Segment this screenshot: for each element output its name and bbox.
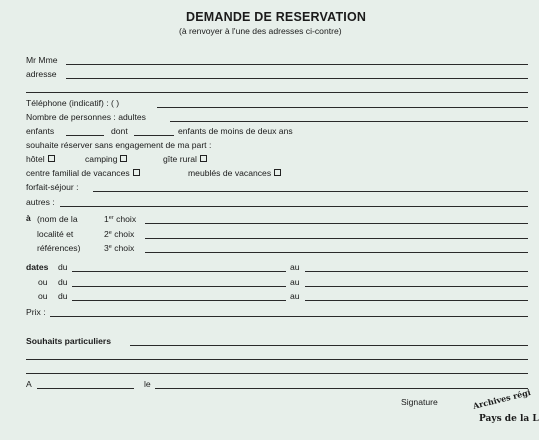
form-subtitle: (à renvoyer à l'une des adresses ci-contre): [179, 26, 342, 36]
localite-et-label: localité et: [37, 229, 74, 239]
forfait-sejour-line[interactable]: [93, 191, 528, 192]
choix-2-label: [104, 230, 134, 239]
souhaits-line-2[interactable]: [26, 359, 528, 360]
telephone-label: Téléphone (indicatif) : ( ): [26, 98, 120, 108]
dates-du-label-2: du: [58, 277, 68, 287]
hotel-label: hôtel: [26, 154, 45, 164]
choix-1-sup: er: [108, 215, 114, 221]
adultes-line[interactable]: [170, 121, 528, 122]
prix-label: Prix :: [26, 307, 46, 317]
dates-ou-label-2: ou: [38, 277, 48, 287]
dates-label: dates: [26, 262, 49, 272]
dates-au-label-2: au: [290, 277, 300, 287]
meubles-checkbox[interactable]: [274, 169, 281, 176]
a-lieu-label: A: [26, 379, 32, 389]
le-label: le: [144, 379, 151, 389]
souhaite-label: souhaite réserver sans engagement de ma part :: [26, 140, 212, 150]
meubles-label: meublés de vacances: [188, 168, 272, 178]
centre-familial-option[interactable]: [26, 169, 140, 178]
dates-du-label-3: du: [58, 291, 68, 301]
camping-option[interactable]: [85, 155, 127, 164]
a-lieu-line[interactable]: [37, 388, 134, 389]
centre-familial-checkbox[interactable]: [133, 169, 140, 176]
dates-au-label-1: au: [290, 262, 300, 272]
meubles-option[interactable]: [188, 169, 281, 178]
choix-1-num: 1: [104, 214, 109, 224]
choix-1-line[interactable]: [145, 223, 528, 224]
choix-3-sup: e: [108, 244, 112, 250]
souhaits-line-1[interactable]: [130, 345, 528, 346]
dates-du-line-3[interactable]: [72, 300, 286, 301]
dates-du-label-1: du: [58, 262, 68, 272]
souhaits-line-3[interactable]: [26, 373, 528, 374]
choix-2-sup: e: [108, 230, 112, 236]
dates-au-label-3: au: [290, 291, 300, 301]
references-label: références): [37, 243, 81, 253]
archives-stamp-line-2: Pays de la L: [479, 414, 539, 424]
adresse-line-2[interactable]: [26, 92, 528, 93]
choix-1-label: [104, 215, 136, 224]
choix-1-word: choix: [116, 214, 137, 224]
nom-de-la-label: (nom de la: [37, 214, 78, 224]
choix-2-num: 2: [104, 229, 109, 239]
gite-rural-label: gîte rural: [163, 154, 197, 164]
autres-line[interactable]: [60, 206, 528, 207]
enfants-moins-deux-ans-label: enfants de moins de deux ans: [178, 126, 293, 136]
telephone-line[interactable]: [157, 107, 528, 108]
adresse-line-1[interactable]: [66, 78, 528, 79]
camping-checkbox[interactable]: [120, 155, 127, 162]
gite-rural-checkbox[interactable]: [200, 155, 207, 162]
dates-du-line-2[interactable]: [72, 286, 286, 287]
autres-label: autres :: [26, 197, 55, 207]
gite-rural-option[interactable]: [163, 155, 207, 164]
dates-au-line-2[interactable]: [305, 286, 528, 287]
prix-line[interactable]: [50, 316, 528, 317]
dates-au-line-3[interactable]: [305, 300, 528, 301]
choix-3-label: [104, 244, 134, 253]
signature-label: Signature: [401, 397, 438, 407]
hotel-checkbox[interactable]: [48, 155, 55, 162]
enfants-label: enfants: [26, 126, 55, 136]
camping-label: camping: [85, 154, 118, 164]
dates-du-line-1[interactable]: [72, 271, 286, 272]
dates-ou-label-3: ou: [38, 291, 48, 301]
choix-3-word: choix: [114, 243, 135, 253]
choix-3-line[interactable]: [145, 252, 528, 253]
form-title: DEMANDE DE RESERVATION: [186, 10, 367, 24]
choix-2-word: choix: [114, 229, 135, 239]
choix-2-line[interactable]: [145, 238, 528, 239]
le-date-line[interactable]: [155, 388, 528, 389]
dont-line[interactable]: [134, 135, 174, 136]
mr-mme-label: Mr Mme: [26, 55, 58, 65]
mr-mme-line[interactable]: [66, 64, 528, 65]
forfait-sejour-label: forfait-séjour :: [26, 182, 79, 192]
archives-stamp-line-1: Archives régi: [471, 386, 532, 411]
choix-3-num: 3: [104, 243, 109, 253]
enfants-line[interactable]: [66, 135, 104, 136]
dates-au-line-1[interactable]: [305, 271, 528, 272]
a-label: à: [26, 213, 31, 223]
hotel-option[interactable]: [26, 155, 55, 164]
souhaits-particuliers-label: Souhaits particuliers: [26, 336, 112, 346]
dont-label: dont: [111, 126, 128, 136]
nombre-personnes-label: Nombre de personnes : adultes: [26, 112, 146, 122]
centre-familial-label: centre familial de vacances: [26, 168, 130, 178]
adresse-label: adresse: [26, 69, 57, 79]
